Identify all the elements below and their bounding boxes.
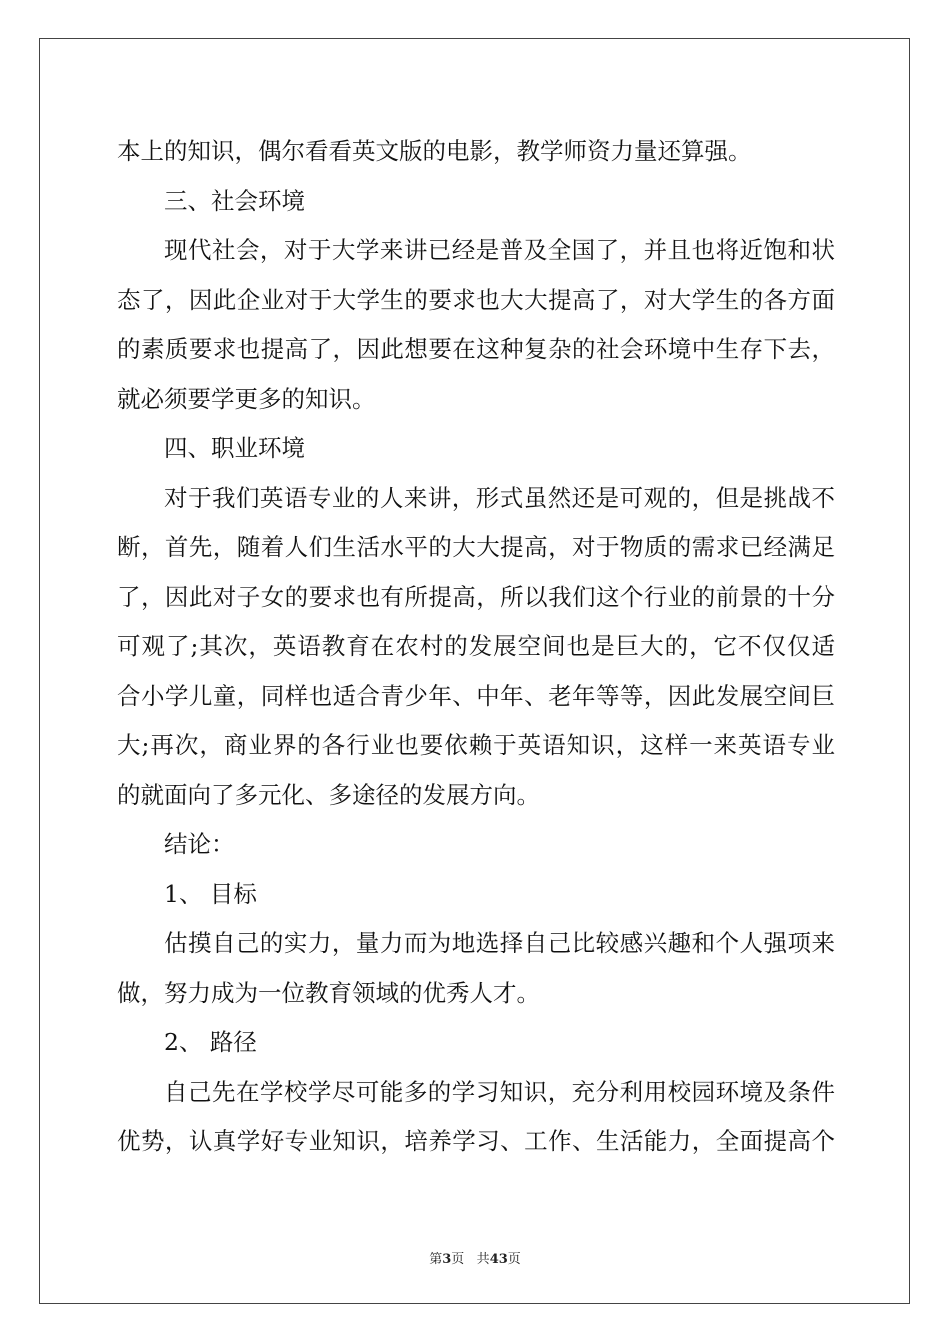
text-line: 2、 路径 (164, 1028, 257, 1056)
text-line: 了，因此对子女的要求也有所提高，所以我们这个行业的前景的十分 (117, 582, 835, 611)
document-body (117, 127, 835, 1167)
text-line: 自己先在学校学尽可能多的学习知识，充分利用校园环境及条件 (164, 1077, 835, 1106)
text-line: 合小学儿童，同样也适合青少年、中年、老年等等，因此发展空间巨 (117, 681, 835, 710)
footer-total-prefix: 共 (476, 1252, 490, 1267)
text-line: 现代社会，对于大学来讲已经是普及全国了，并且也将近饱和状 (164, 236, 835, 264)
footer-total-unit: 页 (507, 1252, 521, 1267)
text-line: 估摸自己的实力，量力而为地选择自己比较感兴趣和个人强项来 (164, 929, 835, 957)
text-line: 大;再次，商业界的各行业也要依赖于英语知识，这样一来英语专业 (117, 731, 835, 759)
text-line: 的素质要求也提高了，因此想要在这种复杂的社会环境中生存下去， (117, 335, 835, 363)
text-line: 1、 目标 (164, 879, 257, 908)
footer-prefix: 第 (429, 1252, 443, 1267)
current-page-number: 3 (442, 1252, 452, 1267)
text-line: 本上的知识，偶尔看看英文版的电影，教学师资力量还算强。 (117, 137, 752, 165)
text-line: 可观了;其次，英语教育在农村的发展空间也是巨大的，它不仅仅适 (117, 632, 835, 660)
text-line: 断，首先，随着人们生活水平的大大提高，对于物质的需求已经满足 (117, 533, 835, 561)
total-pages-number: 43 (489, 1252, 508, 1267)
text-line: 就必须要学更多的知识。 (117, 384, 376, 413)
text-line: 的就面向了多元化、多途径的发展方向。 (117, 780, 540, 809)
text-line: 做，努力成为一位教育领域的优秀人才。 (117, 978, 540, 1007)
text-line: 优势，认真学好专业知识，培养学习、工作、生活能力，全面提高个 (117, 1127, 835, 1155)
text-line: 四、职业环境 (164, 434, 305, 462)
text-line: 结论： (164, 830, 235, 858)
page-footer (0, 1248, 950, 1267)
text-line: 三、社会环境 (164, 186, 305, 215)
text-line: 态了，因此企业对于大学生的要求也大大提高了，对大学生的各方面 (117, 285, 835, 314)
footer-page-unit: 页 (451, 1252, 465, 1267)
text-line: 对于我们英语专业的人来讲，形式虽然还是可观的，但是挑战不 (164, 483, 835, 512)
